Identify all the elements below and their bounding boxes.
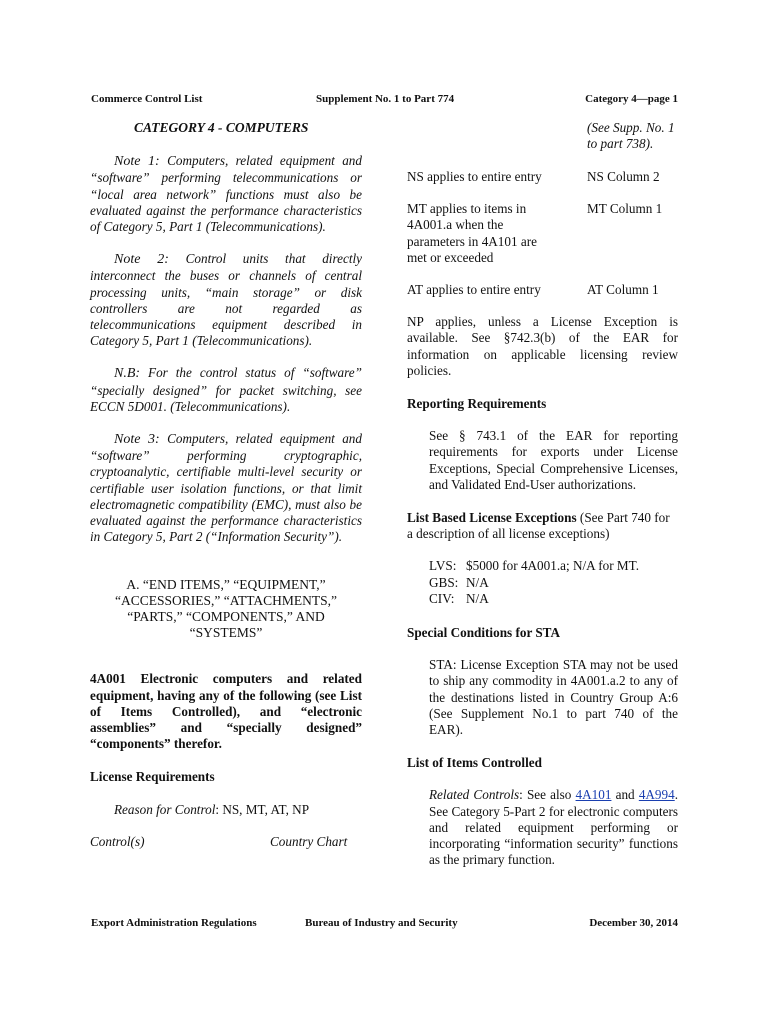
- right-column: [407, 120, 678, 869]
- control-row: [407, 169, 678, 185]
- control-row: [407, 282, 678, 298]
- note-1-text: Computers, related equipment and “software” performing telecommunications or “local area network” functions must also be evaluated against the performance characteristics of Category 5, Part 1 (Telecommunications).: [90, 153, 362, 235]
- note-3-label: Note 3:: [114, 432, 160, 448]
- license-exceptions-note: (See Part 740 for a description of all license exceptions): [407, 510, 670, 542]
- note-2: [90, 251, 362, 349]
- see-supplement-note: (See Supp. No. 1 to part 738).: [587, 120, 675, 151]
- header-center: Supplement No. 1 to Part 774: [316, 93, 455, 105]
- license-exceptions-heading: List Based License Exceptions: [407, 510, 577, 526]
- reason-for-control: [90, 802, 362, 818]
- reason-label: Reason for Control: [114, 801, 216, 817]
- note-2-label: Note 2:: [114, 252, 169, 268]
- control-chart: AT Column 1: [587, 282, 659, 298]
- note-3-text: Computers, related equipment and “software” performing cryptographic, cryptoanalytic, certifiable multi-level security or certifiable user isolation functions, or that limit electromagnetic compatibility (EMC), must also be evaluated against the performance characteristics in Category 5, Part 2 (“Information Security”).: [90, 431, 362, 545]
- related-post: . See Category 5-Part 2 for electronic computers and related equipment performing or incorporating “information security” functions as the primary function.: [429, 787, 679, 868]
- related-mid: and: [611, 787, 639, 803]
- controls-table: [407, 169, 678, 298]
- control-text: NS applies to entire entry: [407, 169, 542, 184]
- header-left: Commerce Control List: [91, 93, 203, 105]
- related-pre: : See also: [519, 787, 576, 803]
- nb-note: [90, 365, 362, 415]
- link-4a994[interactable]: 4A994: [638, 787, 675, 803]
- control-text: AT applies to entire entry: [407, 282, 541, 298]
- np-paragraph: NP applies, unless a License Exception is available. See §742.3(b) of the EAR for information on applicable licensing review policies.: [407, 314, 678, 378]
- items-controlled-heading: List of Items Controlled: [407, 755, 542, 771]
- exception-value: N/A: [466, 590, 489, 606]
- note-1: [90, 153, 362, 235]
- section-a-line-4: “SYSTEMS”: [189, 625, 263, 641]
- footer-left: Export Administration Regulations: [91, 917, 257, 929]
- footer-center: Bureau of Industry and Security: [305, 917, 458, 929]
- reason-value: : NS, MT, AT, NP: [215, 801, 310, 817]
- control-chart: MT Column 1: [587, 201, 663, 217]
- exception-code: CIV:: [429, 590, 455, 606]
- sta-heading: Special Conditions for STA: [407, 625, 561, 641]
- section-a-line-1: A. “END ITEMS,” “EQUIPMENT,”: [126, 577, 326, 593]
- license-requirements-heading: License Requirements: [90, 769, 215, 785]
- controls-header-row: [90, 834, 362, 850]
- country-chart-label: Country Chart: [270, 833, 348, 849]
- reporting-requirements-heading: Reporting Requirements: [407, 396, 547, 412]
- category-title: CATEGORY 4 - COMPUTERS: [134, 120, 309, 135]
- exception-item: [429, 591, 678, 607]
- exception-value: $5000 for 4A001.a; N/A for MT.: [466, 558, 640, 574]
- note-1-label: Note 1:: [114, 154, 160, 170]
- reporting-requirements-text: See § 743.1 of the EAR for reporting requirements for exports under License Exceptions, Special Comprehensive Licenses, and Validated End-User authorizations.: [429, 428, 678, 492]
- control-chart: NS Column 2: [587, 169, 660, 184]
- section-a-line-2: “ACCESSORIES,” “ATTACHMENTS,”: [114, 593, 338, 609]
- section-a-heading: [90, 577, 362, 641]
- footer-right: December 30, 2014: [589, 917, 678, 929]
- exception-item: [429, 558, 678, 574]
- related-controls-label: Related Controls: [429, 787, 520, 803]
- exception-value: N/A: [466, 574, 489, 590]
- exception-item: [429, 575, 678, 591]
- license-exceptions-paragraph: [407, 510, 678, 542]
- link-4a101[interactable]: 4A101: [575, 787, 612, 803]
- note-3: [90, 431, 362, 545]
- sta-text: STA: License Exception STA may not be used to ship any commodity in 4A001.a.2 to any of the destinations listed in Country Group A:6 (See Supplement No.1 to part 740 of the EAR).: [429, 657, 678, 738]
- eccn-4a001-heading: 4A001 Electronic computers and related equipment, having any of the following (see List of Items Controlled), and “electronic assemblies” and “specially designed” “components” therefor.: [90, 671, 362, 752]
- controls-label: Control(s): [90, 833, 145, 849]
- control-row: [407, 201, 678, 266]
- header-right: Category 4—page 1: [585, 93, 678, 105]
- nb-label: N.B:: [114, 366, 141, 382]
- section-a-line-3: “PARTS,” “COMPONENTS,” AND: [127, 609, 325, 625]
- left-column: [90, 120, 362, 850]
- exception-code: GBS:: [429, 574, 459, 590]
- exceptions-list: [407, 558, 678, 607]
- exception-code: LVS:: [429, 558, 457, 574]
- related-controls-paragraph: [407, 787, 678, 868]
- control-text: MT applies to items in 4A001.a when the parameters in 4A101 are met or exceeded: [407, 201, 537, 265]
- note-2-text: Control units that directly interconnect the buses or channels of central processing units, “main storage” or disk controllers are not regarded as telecommunications equipment described in Category 5, Part 1 (Telecommunications).: [90, 251, 363, 349]
- nb-text: For the control status of “software” “specially designed” for packet switching, see ECCN 5D001. (Telecommunications).: [90, 365, 362, 414]
